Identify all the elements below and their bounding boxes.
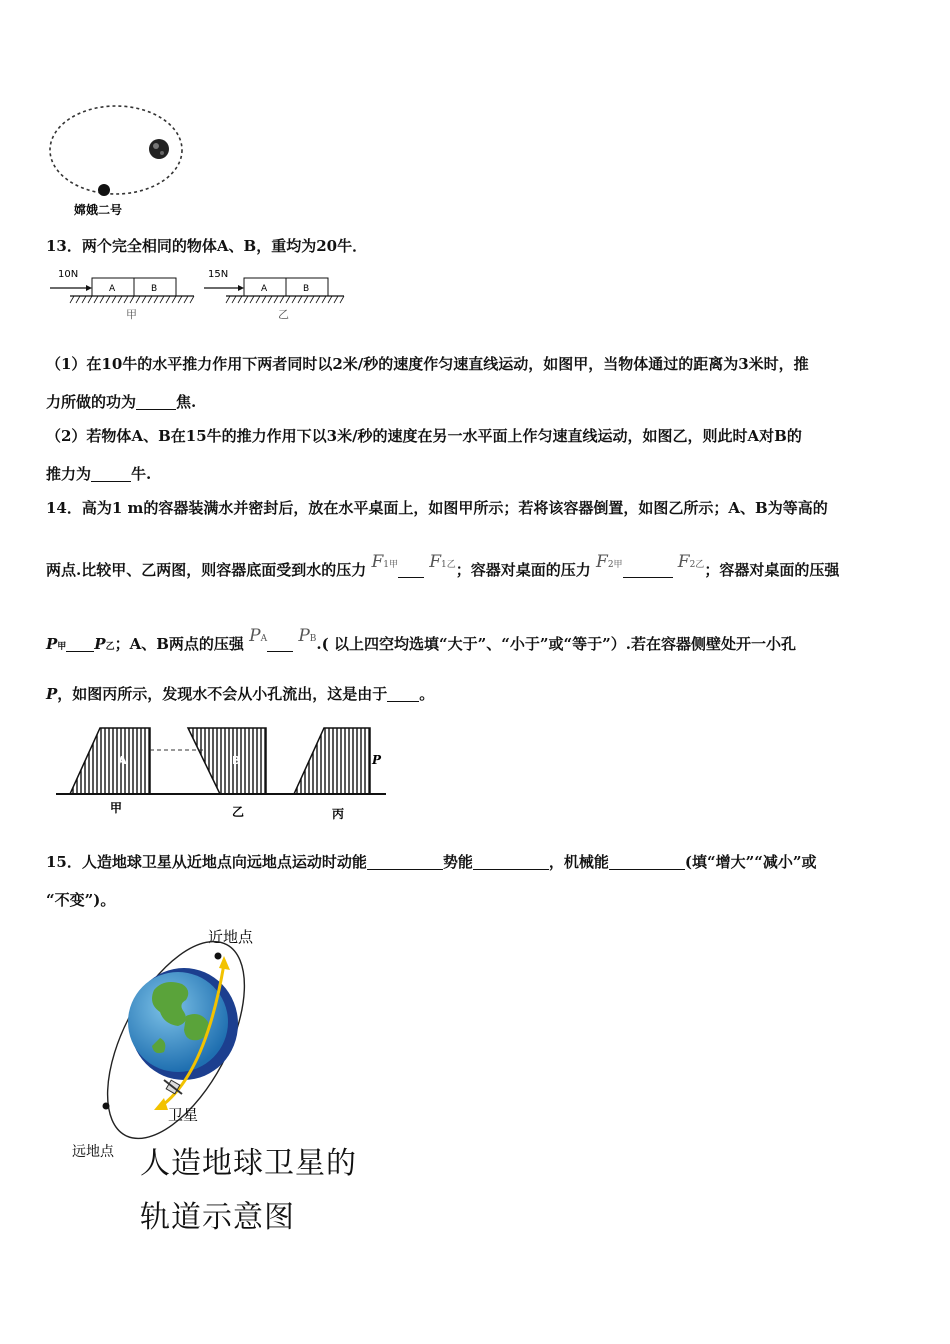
- q15-blank-mechanical[interactable]: [609, 853, 685, 870]
- container-jia: [70, 728, 150, 794]
- q13-blank-2[interactable]: [91, 465, 131, 482]
- q13-force-label-yi: 15N: [208, 269, 229, 280]
- q14-line3: P甲 P乙；A、B两点的压强 PA PB.( 以上四空均选填“大于”、“小于”或“等于”）.若在容器侧壁处开一小孔: [46, 626, 796, 653]
- moon-icon: [149, 139, 169, 159]
- q14-blank-reason[interactable]: [387, 685, 419, 702]
- q14-container-figure: [52, 720, 392, 826]
- svg-text:乙: 乙: [232, 805, 245, 819]
- q13-stem: 13．两个完全相同的物体A、B，重均为20牛．: [46, 237, 368, 255]
- q13-label-jia: 甲: [126, 308, 137, 321]
- figure-caption-line1: 人造地球卫星的: [140, 1146, 357, 1181]
- container-bing: [294, 728, 370, 794]
- q13-part2-line1: （2）若物体A、B在15牛的推力作用下以3米/秒的速度在另一水平面上作匀速直线运动，如图乙，则此时A对B的: [46, 427, 802, 445]
- q15-satellite-figure: [56, 920, 326, 1160]
- probe-label: 嫦娥二号: [74, 203, 123, 217]
- container-yi: [188, 728, 266, 794]
- satellite-icon: [164, 1080, 182, 1094]
- q14-blank-force1[interactable]: [398, 561, 424, 578]
- q13-blank-1[interactable]: [136, 393, 176, 410]
- q13-figure: [46, 266, 356, 326]
- figure-caption-line2: 轨道示意图: [140, 1200, 295, 1235]
- q14-line2: 两点.比较甲、乙两图，则容器底面受到水的压力 F1甲 F1乙；容器对桌面的压力 F2甲 F2乙；容器对桌面的压强: [46, 552, 840, 579]
- q15-line1: 15．人造地球卫星从近地点向远地点运动时动能 势能 ，机械能 (填“增大”“减小”或: [46, 853, 817, 871]
- q13-part1-line1: （1）在10牛的水平推力作用下两者同时以2米/秒的速度作匀速直线运动，如图甲，当物体通过的距离为3米时，推: [46, 355, 809, 373]
- q14-line1: 14．高为1 m的容器装满水并密封后，放在水平桌面上，如图甲所示；若将该容器倒置，如图乙所示；A、B为等高的: [46, 499, 828, 517]
- svg-text:甲: 甲: [110, 801, 123, 815]
- q13-part2-line2: 推力为 牛.: [46, 465, 152, 483]
- q14-line4: P，如图丙所示，发现水不会从小孔流出，这是由于 。: [46, 685, 435, 703]
- apogee-label: 远地点: [72, 1144, 114, 1160]
- probe-dot: [98, 184, 110, 196]
- q13-part1-line2: 力所做的功为 焦.: [46, 393, 197, 411]
- q13-force-label-jia: 10N: [58, 269, 79, 280]
- svg-text:A: A: [261, 284, 268, 294]
- svg-text:B: B: [303, 284, 310, 294]
- svg-text:B: B: [151, 284, 158, 294]
- satellite-label: 卫星: [168, 1106, 199, 1124]
- q14-blank-force2[interactable]: [623, 561, 673, 578]
- q13-label-yi: 乙: [278, 308, 289, 321]
- q15-blank-kinetic[interactable]: [367, 853, 443, 870]
- q14-blank-pressure2[interactable]: [267, 635, 293, 652]
- q14-hole-label: P: [372, 753, 382, 767]
- svg-text:A: A: [109, 284, 116, 294]
- svg-text:丙: 丙: [332, 807, 345, 821]
- orbit-figure-top: [46, 98, 196, 223]
- svg-text:A: A: [118, 754, 127, 767]
- svg-text:B: B: [232, 754, 241, 767]
- q15-line2: “不变”)。: [46, 891, 116, 909]
- q15-blank-potential[interactable]: [473, 853, 549, 870]
- perigee-label-top: 近地点: [208, 928, 254, 946]
- q14-blank-pressure1[interactable]: [66, 635, 94, 652]
